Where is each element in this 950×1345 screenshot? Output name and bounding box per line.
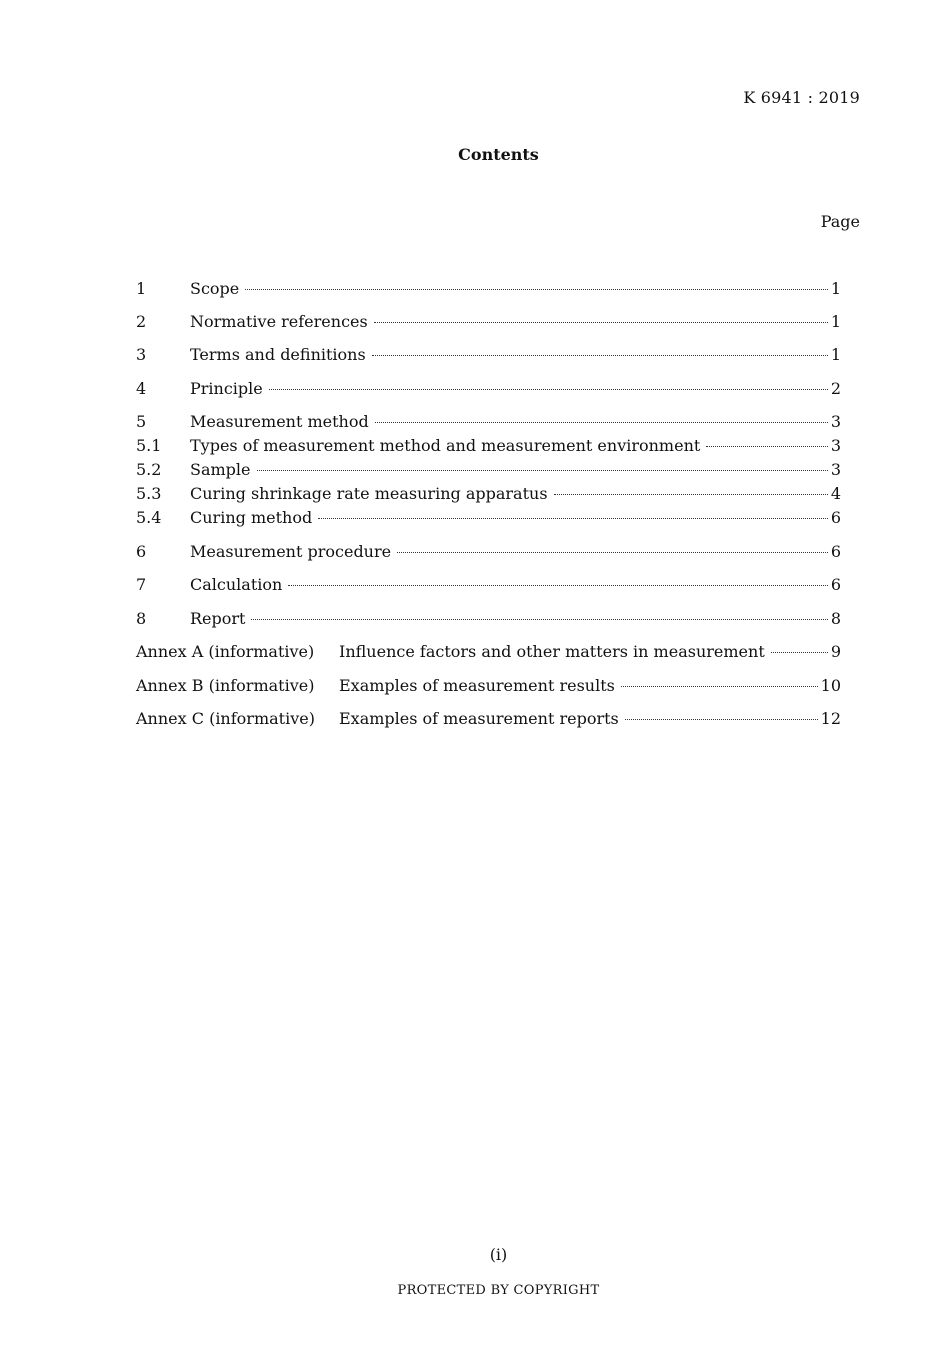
- toc-entry-page: 6: [830, 542, 841, 561]
- toc-entry-number: 6: [136, 542, 147, 561]
- toc-entry-page: 3: [830, 412, 841, 431]
- toc-entry-title: Measurement method: [190, 412, 369, 431]
- toc-entry[interactable]: [136, 508, 841, 530]
- dot-leader: [621, 685, 818, 687]
- toc-annex-entry[interactable]: [136, 642, 841, 664]
- toc-entry-title: Sample: [190, 460, 251, 479]
- toc-annex-entry[interactable]: [136, 709, 841, 731]
- toc-entry-page: 3: [830, 460, 841, 479]
- toc-entry-number: 3: [136, 345, 147, 364]
- toc-entry-number: 8: [136, 609, 147, 628]
- toc-entry-title: Report: [190, 609, 246, 628]
- dot-leader: [269, 388, 828, 390]
- toc-entry-page: 8: [830, 609, 841, 628]
- contents-title: Contents: [458, 145, 539, 164]
- toc-entry-page: 3: [830, 436, 841, 455]
- toc-entry-number: 5.4: [136, 508, 162, 527]
- toc-entry-title: Terms and definitions: [190, 345, 366, 364]
- annex-page: 10: [820, 676, 841, 695]
- toc-entry-page: 6: [830, 508, 841, 527]
- toc-entry-number: 5.2: [136, 460, 162, 479]
- toc-entry-title: Scope: [190, 279, 240, 298]
- dot-leader: [374, 321, 828, 323]
- page-column-label: Page: [820, 212, 860, 231]
- dot-leader: [625, 718, 818, 720]
- toc-entry-number: 7: [136, 575, 147, 594]
- annex-title: Examples of measurement results: [339, 676, 615, 695]
- toc-entry-page: 2: [830, 379, 841, 398]
- toc-entry-title: Types of measurement method and measurement environment: [190, 436, 701, 455]
- toc-entry[interactable]: [136, 609, 841, 631]
- dot-leader: [554, 493, 828, 495]
- dot-leader: [251, 618, 827, 620]
- toc-entry-title: Principle: [190, 379, 263, 398]
- dot-leader: [257, 469, 828, 471]
- annex-label: Annex A (informative): [136, 642, 315, 661]
- toc-entry[interactable]: [136, 379, 841, 401]
- annex-title: Examples of measurement reports: [339, 709, 619, 728]
- toc-entry-number: 5.1: [136, 436, 162, 455]
- toc-entry-number: 5: [136, 412, 147, 431]
- toc-entry-page: 1: [830, 279, 841, 298]
- page-number: (i): [489, 1245, 508, 1264]
- toc-entry-number: 1: [136, 279, 147, 298]
- toc-entry-number: 2: [136, 312, 147, 331]
- toc-entry[interactable]: [136, 575, 841, 597]
- dot-leader: [375, 421, 828, 423]
- dot-leader: [397, 551, 828, 553]
- toc-entry-page: 1: [830, 312, 841, 331]
- annex-page: 12: [820, 709, 841, 728]
- dot-leader: [288, 584, 828, 586]
- toc-entry-title: Calculation: [190, 575, 283, 594]
- annex-page: 9: [830, 642, 841, 661]
- toc-entry[interactable]: [136, 345, 841, 367]
- toc-entry-title: Curing shrinkage rate measuring apparatus: [190, 484, 548, 503]
- annex-label: Annex B (informative): [136, 676, 315, 695]
- document-id: K 6941 : 2019: [743, 88, 860, 107]
- toc-entry[interactable]: [136, 542, 841, 564]
- toc-entry-page: 6: [830, 575, 841, 594]
- dot-leader: [771, 651, 828, 653]
- toc-entry-title: Normative references: [190, 312, 368, 331]
- copyright-notice: PROTECTED BY COPYRIGHT: [397, 1283, 600, 1298]
- toc-entry[interactable]: [136, 436, 841, 458]
- dot-leader: [318, 517, 828, 519]
- toc-entry-title: Curing method: [190, 508, 313, 527]
- dot-leader: [706, 445, 828, 447]
- dot-leader: [372, 354, 828, 356]
- annex-label: Annex C (informative): [136, 709, 315, 728]
- toc-entry[interactable]: [136, 484, 841, 506]
- toc-entry-page: 4: [830, 484, 841, 503]
- toc-annex-entry[interactable]: [136, 676, 841, 698]
- toc-entry-number: 4: [136, 379, 147, 398]
- toc-entry[interactable]: [136, 279, 841, 301]
- dot-leader: [245, 288, 828, 290]
- toc-entry[interactable]: [136, 412, 841, 434]
- toc-entry-page: 1: [830, 345, 841, 364]
- toc-entry[interactable]: [136, 312, 841, 334]
- toc-entry[interactable]: [136, 460, 841, 482]
- toc-entry-number: 5.3: [136, 484, 162, 503]
- annex-title: Influence factors and other matters in measurement: [339, 642, 765, 661]
- toc-entry-title: Measurement procedure: [190, 542, 392, 561]
